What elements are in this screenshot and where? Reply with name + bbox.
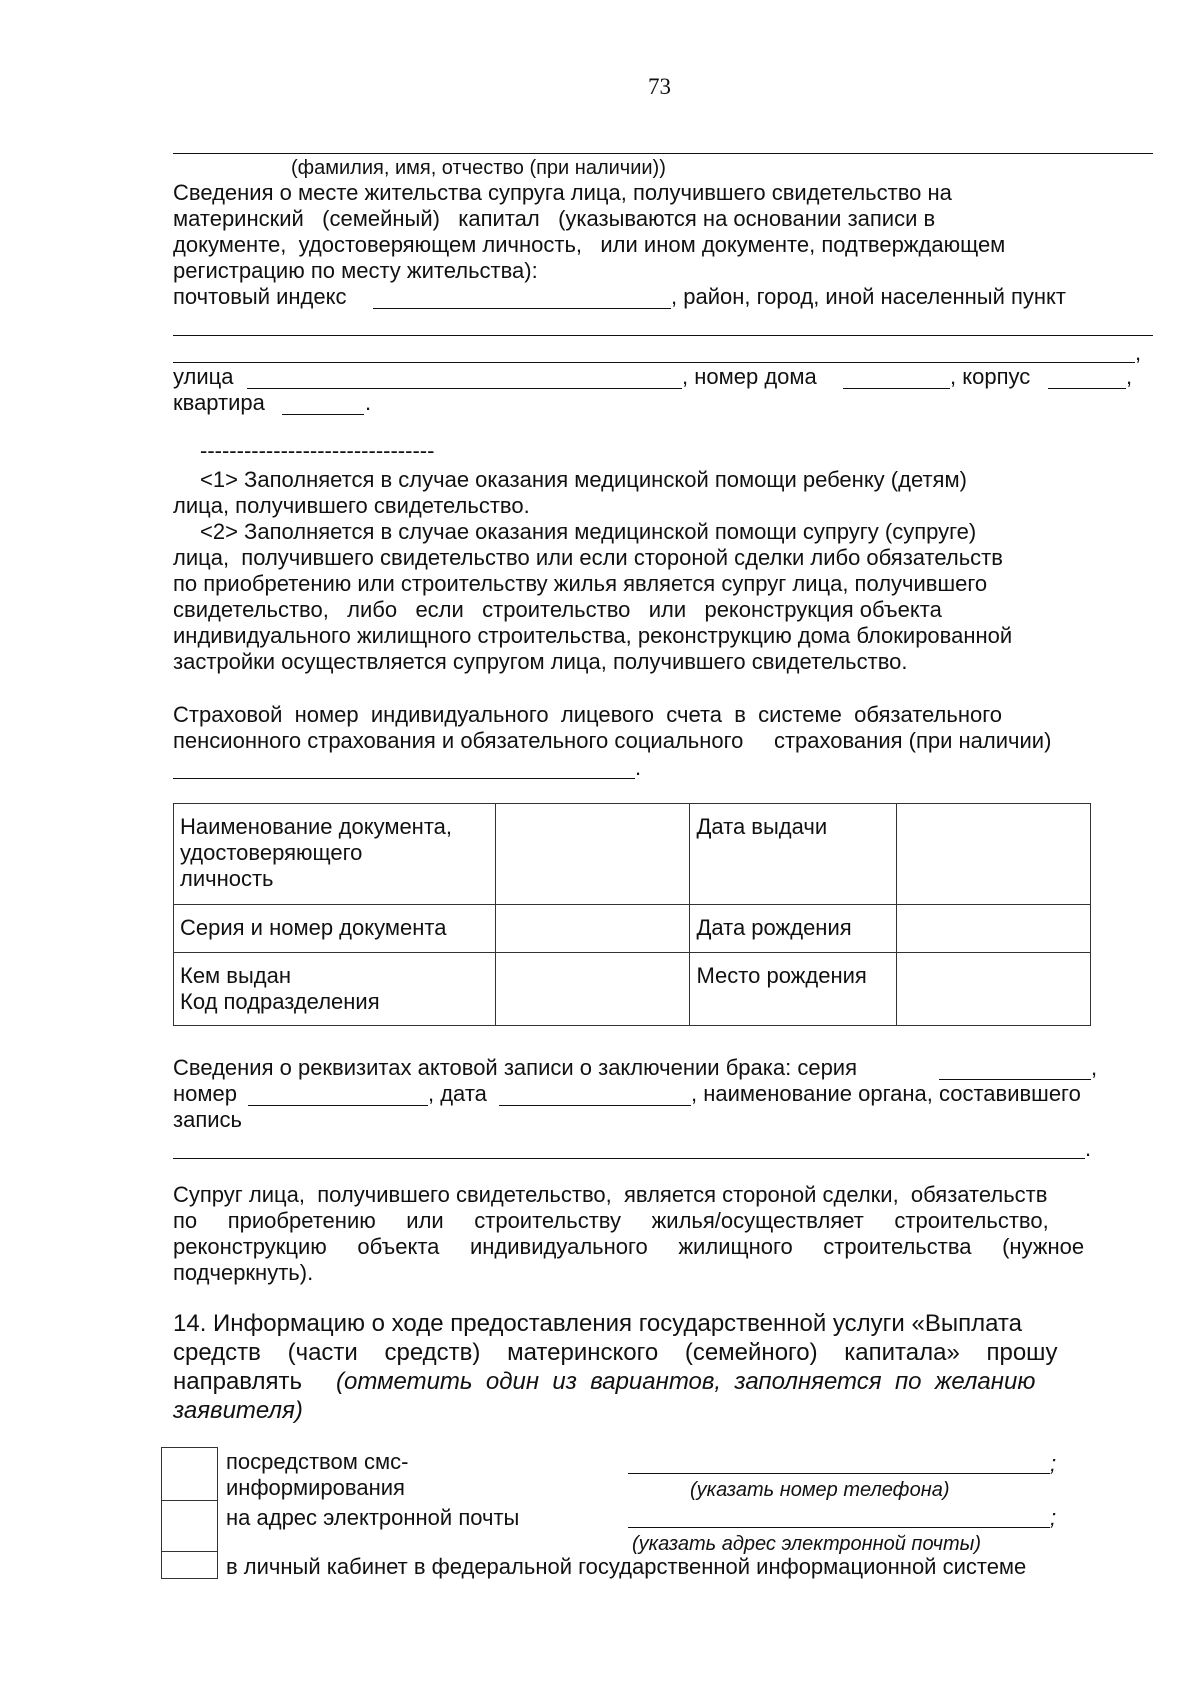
section-14-line-1: 14. Информацию о ходе предоставления государственной услуги «Выплата	[173, 1310, 1022, 1337]
email-label: на адрес электронной почты	[226, 1505, 520, 1530]
marriage-organ-field[interactable]	[173, 1158, 1085, 1159]
identity-document-table	[173, 803, 1091, 1026]
table-row	[174, 953, 1091, 1026]
issued-by-label	[174, 953, 496, 1026]
apartment-label: квартира	[173, 390, 265, 415]
footnote-2-line-6: застройки осуществляется супругом лица, получившего свидетельство.	[173, 649, 908, 674]
building-label: , корпус	[950, 364, 1031, 389]
email-semicolon: ;	[1050, 1505, 1057, 1530]
birth-place-value[interactable]	[897, 953, 1091, 1026]
residence-line-1: Сведения о месте жительства супруга лица, получившего свидетельство на	[173, 180, 952, 205]
birth-date-value[interactable]	[897, 905, 1091, 953]
locality-comma: ,	[1135, 340, 1142, 365]
footnote-2-line-5: индивидуального жилищного строительства, реконструкцию дома блокированной	[173, 623, 1013, 648]
phone-field[interactable]	[628, 1473, 1050, 1474]
doc-name-label	[174, 804, 496, 905]
snils-line-2: пенсионного страхования и обязательного социального страхования (при наличии)	[173, 728, 1052, 753]
marriage-series-field[interactable]	[939, 1079, 1091, 1080]
series-number-label: Серия и номер документа	[174, 905, 496, 953]
series-number-value[interactable]	[495, 905, 690, 953]
footnote-1-line-1: <1> Заполняется в случае оказания медицинской помощи ребенку (детям)	[200, 467, 967, 492]
footnote-2-line-1: <2> Заполняется в случае оказания медицинской помощи супругу (супруге)	[200, 519, 977, 544]
district-label: , район, город, иной населенный пункт	[671, 284, 1066, 309]
section-14-line-3-italic: (отметить один из вариантов, заполняется по желанию	[336, 1368, 1036, 1395]
issued-by-value[interactable]	[495, 953, 690, 1026]
sms-label-line-1: посредством смс-	[226, 1449, 409, 1474]
locality-field-2[interactable]	[173, 362, 1135, 363]
footnote-2-line-3: по приобретению или строительству жилья является супруг лица, получившего	[173, 571, 988, 596]
birth-place-label: Место рождения	[690, 953, 897, 1026]
phone-semicolon: ;	[1050, 1451, 1057, 1476]
issued-by-label-line-2: Код подразделения	[180, 989, 380, 1014]
postal-index-field[interactable]	[373, 308, 671, 309]
street-field[interactable]	[247, 388, 682, 389]
doc-name-label-line-2: удостоверяющего	[180, 840, 363, 865]
marriage-end-dot: .	[1085, 1136, 1092, 1161]
marriage-series-comma: ,	[1091, 1055, 1098, 1080]
marriage-date-field[interactable]	[499, 1105, 691, 1106]
issue-date-label: Дата выдачи	[690, 804, 897, 905]
email-caption: (указать адрес электронной почты)	[632, 1533, 982, 1555]
residence-line-4: регистрацию по месту жительства):	[173, 258, 538, 283]
cabinet-label: в личный кабинет в федеральной государственной информационной системе	[226, 1554, 1027, 1579]
street-label: улица	[173, 364, 234, 389]
residence-line-2: материнский (семейный) капитал (указываются на основании записи в	[173, 206, 936, 231]
birth-date-label: Дата рождения	[690, 905, 897, 953]
sms-label-line-2: информирования	[226, 1475, 405, 1500]
postal-index-label: почтовый индекс	[173, 284, 347, 309]
sms-checkbox[interactable]	[161, 1447, 218, 1501]
apartment-field[interactable]	[282, 414, 364, 415]
marriage-number-label: номер	[173, 1081, 237, 1106]
marriage-record-label: запись	[173, 1107, 242, 1132]
phone-caption: (указать номер телефона)	[690, 1479, 950, 1501]
doc-name-label-line-1: Наименование документа,	[180, 814, 453, 839]
table-row	[174, 905, 1091, 953]
page-number: 73	[648, 74, 671, 99]
marriage-date-label: , дата	[428, 1081, 487, 1106]
marriage-organ-label: , наименование органа, составившего	[691, 1081, 1081, 1106]
section-14-line-2: средств (части средств) материнского (семейного) капитала» прошу	[173, 1339, 1058, 1366]
footnote-2-line-2: лица, получившего свидетельство или если стороной сделки либо обязательств	[173, 545, 1003, 570]
footnote-separator: --------------------------------	[200, 438, 435, 463]
party-line-4: подчеркнуть).	[173, 1260, 314, 1285]
marriage-number-field[interactable]	[248, 1105, 428, 1106]
issue-date-value[interactable]	[897, 804, 1091, 905]
snils-field[interactable]	[173, 778, 635, 779]
table-row	[174, 804, 1091, 905]
snils-line-1: Страховой номер индивидуального лицевого счета в системе обязательного	[173, 702, 1003, 727]
section-14-line-4-italic: заявителя)	[173, 1397, 303, 1424]
locality-field[interactable]	[173, 335, 1153, 336]
email-field[interactable]	[628, 1527, 1050, 1528]
email-checkbox[interactable]	[161, 1500, 218, 1552]
section-14-line-3-plain: направлять	[173, 1368, 302, 1395]
footnote-2-line-4: свидетельство, либо если строительство или реконструкция объекта	[173, 597, 942, 622]
party-line-1: Супруг лица, получившего свидетельство, является стороной сделки, обязательств	[173, 1182, 1048, 1207]
doc-name-value[interactable]	[495, 804, 690, 905]
cabinet-checkbox[interactable]	[161, 1551, 218, 1579]
building-field[interactable]	[1048, 388, 1126, 389]
apartment-dot: .	[365, 390, 372, 415]
residence-line-3: документе, удостоверяющем личность, или ином документе, подтверждающем	[173, 232, 1006, 257]
doc-name-label-line-3: личность	[180, 866, 274, 891]
footnote-1-line-2: лица, получившего свидетельство.	[173, 493, 530, 518]
fio-line[interactable]	[173, 153, 1153, 154]
party-line-3: реконструкцию объекта индивидуального жилищного строительства (нужное	[173, 1234, 1085, 1259]
fio-caption: (фамилия, имя, отчество (при наличии))	[291, 157, 666, 179]
marriage-line-1: Сведения о реквизитах актовой записи о заключении брака: серия	[173, 1055, 858, 1080]
building-comma: ,	[1126, 364, 1133, 389]
house-label: , номер дома	[682, 364, 817, 389]
house-field[interactable]	[843, 388, 950, 389]
issued-by-label-line-1: Кем выдан	[180, 963, 292, 988]
party-line-2: по приобретению или строительству жилья/осуществляет строительство,	[173, 1208, 1049, 1233]
snils-dot: .	[635, 755, 642, 780]
